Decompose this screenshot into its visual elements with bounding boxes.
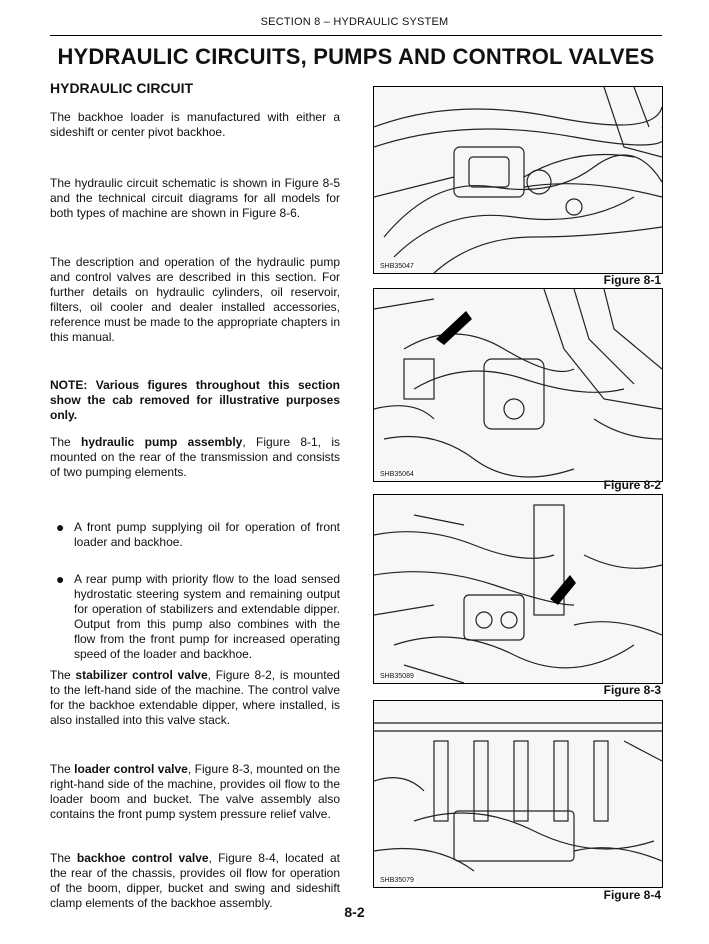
bold-term-loader: loader control valve xyxy=(74,762,188,776)
arrow-indicator xyxy=(550,575,576,605)
text-run: The xyxy=(50,668,76,682)
figure-stabilizer-photo xyxy=(373,288,663,482)
figure-label: Figure 8-2 xyxy=(603,478,661,492)
bold-term-pump: hydraulic pump assembly xyxy=(81,435,243,449)
paragraph-pump-assembly xyxy=(50,435,340,480)
text-run: , Figure 8-2, is mounted to the left-hand side of the machine. The control valve for the backhoe extendable dipper, where installed, is also installed into this valve stack. xyxy=(50,668,340,727)
header-rule xyxy=(50,35,662,36)
text-run: , Figure 8-4, located at the rear of the chassis, provides oil flow for operation of the boom, dipper, bucket and swing and sideshift clamp elements of the backhoe assembly. xyxy=(50,851,341,910)
bullet-icon: ● xyxy=(56,571,65,587)
text-run: , Figure 8-1, is mounted on the rear of the transmission and consists of two pumping elements. xyxy=(50,435,340,479)
arrow-indicator xyxy=(436,311,472,345)
paragraph-backhoe-valve xyxy=(50,851,340,911)
paragraph-loader-valve xyxy=(50,762,340,822)
section-subtitle: HYDRAULIC CIRCUIT xyxy=(50,80,194,96)
text-run: The xyxy=(50,435,81,449)
figure-label: Figure 8-3 xyxy=(603,683,661,697)
figure-pump-photo xyxy=(373,86,663,274)
figure-label: Figure 8-1 xyxy=(603,273,661,287)
figure-code: SHB35064 xyxy=(380,471,414,478)
bullet-front-pump: A front pump supplying oil for operation of front loader and backhoe. xyxy=(74,520,340,549)
pump-illustration xyxy=(374,87,662,273)
bullet-icon: ● xyxy=(56,519,65,535)
paragraph-backhoe-types: The backhoe loader is manufactured with either a sideshift or center pivot backhoe. xyxy=(50,110,340,139)
figure-code: SHB35089 xyxy=(380,673,414,680)
figure-code: SHB35079 xyxy=(380,877,414,884)
page-number: 8-2 xyxy=(344,904,365,920)
text-run: The xyxy=(50,851,77,865)
backhoe-valve-illustration xyxy=(374,701,662,887)
figure-code: SHB35047 xyxy=(380,263,414,270)
bullet-rear-pump: A rear pump with priority flow to the load sensed hydrostatic steering system and remaining output for operation of stabilizers and extendable dipper. Output from this pump also combines with the flow from the front pump for increased operating speed of the loader and backhoe. xyxy=(74,572,340,661)
paragraph-schematic: The hydraulic circuit schematic is shown in Figure 8-5 and the technical circuit diagrams for all models for both types of machine are shown in Figure 8-6. xyxy=(50,176,340,220)
bold-term-backhoe: backhoe control valve xyxy=(76,851,209,865)
figure-loader-valve-photo xyxy=(373,494,663,684)
text-run: The xyxy=(50,762,75,776)
figure-backhoe-valve-photo xyxy=(373,700,663,888)
paragraph-description: The description and operation of the hydraulic pump and control valves are described in this section. For further details on hydraulic cylinders, oil reservoir, filters, oil cooler and dealer installed accessories, reference must be made to the appropriate chapters in this manual. xyxy=(50,255,340,344)
loader-valve-illustration xyxy=(374,495,662,683)
page-title: HYDRAULIC CIRCUITS, PUMPS AND CONTROL VALVES xyxy=(57,44,655,69)
figure-label: Figure 8-4 xyxy=(603,888,661,902)
bold-term-stabilizer: stabilizer control valve xyxy=(75,668,208,682)
stabilizer-illustration xyxy=(374,289,662,481)
note-paragraph: NOTE: Various figures throughout this section show the cab removed for illustrative purposes only. xyxy=(50,378,340,422)
section-header: SECTION 8 – HYDRAULIC SYSTEM xyxy=(260,16,449,28)
text-run: , Figure 8-3, mounted on the right-hand side of the machine, provides oil flow to the loader boom and bucket. The valve assembly also contains the front pump system pressure relief valve. xyxy=(50,762,340,821)
paragraph-stabilizer-valve xyxy=(50,668,340,728)
